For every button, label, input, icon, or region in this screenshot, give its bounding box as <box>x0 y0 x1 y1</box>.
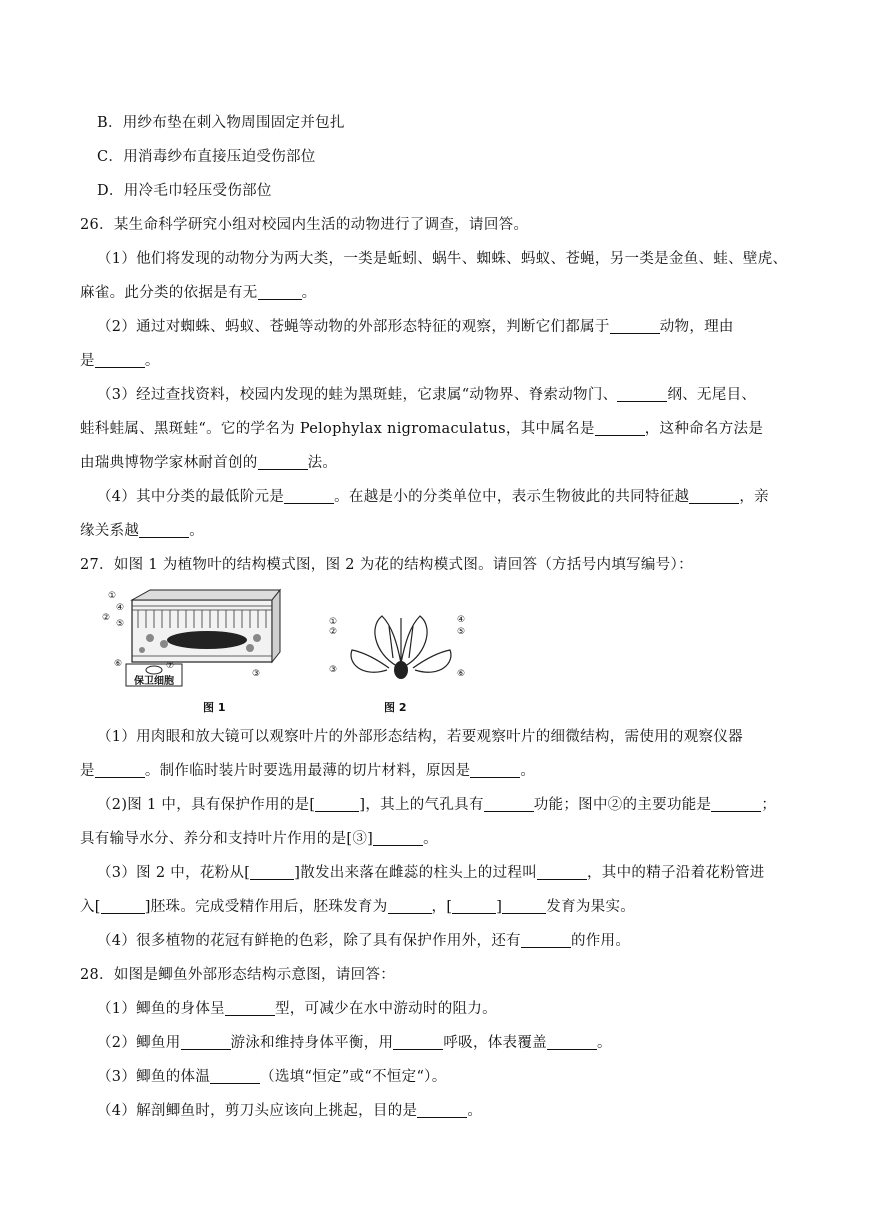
text: （3）经过查找资料，校园内发现的蛙为黑斑蛙，它隶属“动物界、脊索动物门、 <box>97 387 618 403</box>
text: ，其中的精子沿着花粉管进 <box>587 865 765 881</box>
text: 。制作临时装片时要选用最薄的切片材料，原因是 <box>144 763 471 779</box>
answer-blank[interactable] <box>547 1035 597 1050</box>
text: （4）很多植物的花冠有鲜艳的色彩，除了具有保护作用外，还有 <box>97 933 521 949</box>
flower-structure-figure <box>327 608 475 688</box>
text: 的作用。 <box>570 933 631 949</box>
q26-part2-line2 <box>80 351 160 371</box>
answer-blank[interactable] <box>258 285 302 300</box>
text: 。 <box>189 523 205 539</box>
answer-blank[interactable] <box>711 797 761 812</box>
text: 游泳和维持身体平衡，用 <box>230 1035 394 1051</box>
text: 由瑞典博物学家林耐首创的 <box>80 455 258 471</box>
svg-text:⑤: ⑤ <box>116 619 125 629</box>
text: 。 <box>423 831 438 847</box>
answer-blank[interactable] <box>101 899 145 914</box>
text: ； <box>761 797 777 813</box>
text: ]散发出来落在雌蕊的柱头上的过程叫 <box>294 865 537 881</box>
text: （4）其中分类的最低阶元是 <box>97 489 285 505</box>
leaf-structure-figure <box>102 588 282 688</box>
text: ]，其上的气孔具有 <box>359 797 484 813</box>
option-c: C．用消毒纱布直接压迫受伤部位 <box>97 149 316 165</box>
answer-blank[interactable] <box>521 933 571 948</box>
text: （2）通过对蜘蛛、蚂蚁、苍蝇等动物的外部形态特征的观察，判断它们都属于 <box>97 319 610 335</box>
question-28-stem: 28．如图是鲫鱼外部形态结构示意图，请回答： <box>80 967 396 983</box>
answer-blank[interactable] <box>181 1035 231 1050</box>
option-b: B．用纱布垫在刺入物周围固定并包扎 <box>97 115 345 131</box>
text: 纲、无尾目、 <box>667 387 757 403</box>
text: 。 <box>301 285 317 301</box>
q26-part2-line1 <box>97 317 734 337</box>
svg-text:④: ④ <box>116 603 125 613</box>
svg-text:②: ② <box>329 627 338 637</box>
text: 蛙科蛙属、黑斑蛙“。它的学名为 Pelophylax nigromaculatus，其中属名是 <box>80 421 595 437</box>
answer-blank[interactable] <box>284 489 334 504</box>
answer-blank[interactable] <box>595 421 645 436</box>
text: 是 <box>80 353 95 369</box>
text: 。 <box>144 353 160 369</box>
svg-text:③: ③ <box>252 669 261 679</box>
guard-cell-label: 保卫细胞 <box>134 676 174 687</box>
text: 型，可减少在水中游动时的阻力。 <box>274 1001 497 1017</box>
q27-part4-line1 <box>97 931 630 951</box>
q28-part2 <box>97 1033 612 1053</box>
svg-text:④: ④ <box>457 615 466 625</box>
answer-blank[interactable] <box>452 899 496 914</box>
text: 是 <box>80 763 95 779</box>
answer-blank[interactable] <box>393 1035 443 1050</box>
q26-part1-line1: （1）他们将发现的动物分为两大类，一类是蚯蚓、蜗牛、蜘蛛、蚂蚁、苍蝇，另一类是金鱼、蛙、壁虎、 <box>97 251 788 267</box>
q28-part1 <box>97 999 497 1019</box>
text: ，这种命名方法是 <box>644 421 764 437</box>
question-26-stem: 26．某生命科学研究小组对校园内生活的动物进行了调查，请回答。 <box>80 217 529 233</box>
answer-blank[interactable] <box>315 797 359 812</box>
svg-text:⑤: ⑤ <box>457 627 466 637</box>
question-27-stem: 27．如图 1 为植物叶的结构模式图，图 2 为花的结构模式图。请回答（方括号内填写编号）： <box>80 557 693 573</box>
q27-part3-line2 <box>80 897 635 917</box>
text: 麻雀。此分类的依据是有无 <box>80 285 258 301</box>
svg-text:⑥: ⑥ <box>457 669 466 679</box>
answer-blank[interactable] <box>537 865 587 880</box>
svg-text:⑦: ⑦ <box>166 661 175 671</box>
text: 缘关系越 <box>80 523 140 539</box>
answer-blank[interactable] <box>689 489 739 504</box>
text: 。 <box>467 1103 483 1119</box>
text: （4）解剖鲫鱼时，剪刀头应该向上挑起，目的是 <box>97 1103 418 1119</box>
text: ]胚珠。完成受精作用后，胚珠发育为 <box>144 899 388 915</box>
q27-part3-line1 <box>97 863 765 883</box>
answer-blank[interactable] <box>258 455 308 470</box>
answer-blank[interactable] <box>502 899 546 914</box>
q26-part3-line3 <box>80 453 337 473</box>
figure-1-caption: 图 1 <box>203 701 226 714</box>
text: ，[ <box>431 899 453 915</box>
svg-text:①: ① <box>108 591 117 601</box>
text: （2）鲫鱼用 <box>97 1035 181 1051</box>
text: （2)图 1 中，具有保护作用的是[ <box>97 797 316 813</box>
text: 。 <box>596 1035 612 1051</box>
q26-part3-line1 <box>97 385 756 405</box>
answer-blank[interactable] <box>210 1069 260 1084</box>
answer-blank[interactable] <box>225 1001 275 1016</box>
q28-part3 <box>97 1067 447 1087</box>
text: ，亲 <box>739 489 769 505</box>
text: （选填“恒定”或“不恒定“）。 <box>260 1069 447 1085</box>
answer-blank[interactable] <box>95 763 145 778</box>
answer-blank[interactable] <box>470 763 520 778</box>
text: 动物，理由 <box>659 319 734 335</box>
answer-blank[interactable] <box>417 1103 467 1118</box>
answer-blank[interactable] <box>139 523 189 538</box>
text: 。在越是小的分类单位中，表示生物彼此的共同特征越 <box>334 489 690 505</box>
text: 呼吸，体表覆盖 <box>443 1035 547 1051</box>
text: 发育为果实。 <box>546 899 636 915</box>
svg-text:①: ① <box>329 617 338 627</box>
q28-part4 <box>97 1101 482 1121</box>
text: （3）图 2 中，花粉从[ <box>97 865 251 881</box>
text: （3）鲫鱼的体温 <box>97 1069 211 1085</box>
text: 入[ <box>80 899 101 915</box>
q27-part1-line2 <box>80 761 535 781</box>
answer-blank[interactable] <box>250 865 294 880</box>
q27-part2-line2 <box>80 829 438 849</box>
svg-text:③: ③ <box>329 665 338 675</box>
figure-2-caption: 图 2 <box>384 701 407 714</box>
svg-text:②: ② <box>102 613 111 623</box>
q26-part4-line2 <box>80 521 204 541</box>
answer-blank[interactable] <box>484 797 534 812</box>
answer-blank[interactable] <box>388 899 432 914</box>
q27-part1-line1: （1）用肉眼和放大镜可以观察叶片的外部形态结构，若要观察叶片的细微结构，需使用的观察仪器 <box>97 729 743 745</box>
text: 。 <box>520 763 536 779</box>
option-d: D．用冷毛巾轻压受伤部位 <box>97 183 272 199</box>
q26-part4-line1 <box>97 487 769 507</box>
answer-blank[interactable] <box>617 387 667 402</box>
answer-blank[interactable] <box>610 319 660 334</box>
q27-part2-line1 <box>97 795 776 815</box>
answer-blank[interactable] <box>373 831 423 846</box>
text: 法。 <box>307 455 338 471</box>
svg-text:⑥: ⑥ <box>114 659 123 669</box>
text: ] <box>496 899 503 915</box>
text: 具有输导水分、养分和支持叶片作用的是[③] <box>80 831 374 847</box>
q26-part3-line2 <box>80 419 763 439</box>
answer-blank[interactable] <box>95 353 145 368</box>
text: （1）鲫鱼的身体呈 <box>97 1001 225 1017</box>
text: 功能；图中②的主要功能是 <box>533 797 712 813</box>
q26-part1-line2 <box>80 283 316 303</box>
